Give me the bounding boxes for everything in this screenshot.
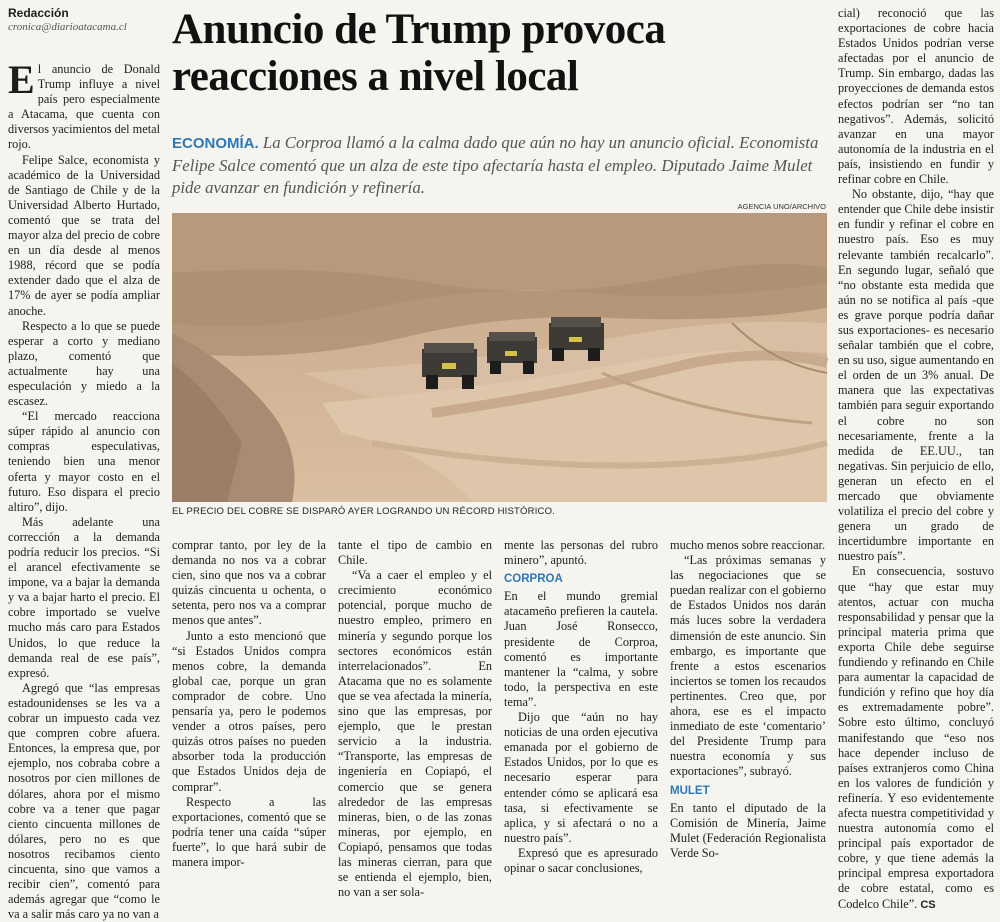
paragraph: mente las personas del rubro minero”, apuntó. <box>504 538 658 568</box>
column-5 <box>670 538 826 860</box>
paragraph: Respecto a las exportaciones, comentó que se podría tener una caída “súper fuerte”, lo que hará subir de manera impor- <box>172 794 326 869</box>
end-mark: CS <box>920 898 936 911</box>
paragraph: Felipe Salce, economista y académico de la Universidad de Santiago de Chile y de la Universidad Alberto Hurtado, comentó que se trata del mayor alza del precio de cobre en un día desde al menos 1988, récord que se podía extender dado que el alza de 17% de ayer se podía ampliar anoche. <box>8 152 160 318</box>
deck-text: La Corproa llamó a la calma dado que aún no hay un anuncio oficial. Economista Felipe Salce comentó que un alza de este tipo afectaría hasta el empleo. Diputado Jaime Mulet pide avanzar en fundición y refinería. <box>172 133 819 197</box>
paragraph: Junto a esto mencionó que “si Estados Unidos compra menos cobre, la demanda global cae, porque un gran comprador de cobre. Uno pensaría ya, pero le podemos vender a otros países, pero quizás otros países no pueden absorber toda la producción que Estados Unidos deja de comprar”. <box>172 628 326 794</box>
headline: Anuncio de Trump provoca reacciones a nivel local <box>172 6 666 100</box>
paragraph: “Las próximas semanas y las negociaciones que se puedan realizar con el gobierno de Estados Unidos nos darán más luces sobre la verdadera dimensión de este anuncio. Sin embargo, es importante que frente a estos escenarios inciertos se tomen los recaudos pertinentes. Creo que, por ahora, ese es el impacto inmediato de este ‘comentario’ del Presidente Trump para nuestra economía y sus exportaciones”, subrayó. <box>670 553 826 779</box>
column-1 <box>8 57 160 922</box>
paragraph: En consecuencia, sostuvo que “hay que estar muy atentos, actuar con mucha responsabilidad y pensar que la principal materia prima que exporta Chile debe seguirse fundiendo y refinando en Chile para aumentar la capacidad de fundición y refino que hoy día es extremadamente pobre”. Sobre esto último, concluyó manifestando que “eso nos hace depender incluso de países extranjeros como China en los valores de fundición y refinería. Y eso evidentemente afecta nuestra competitividad y nuestra autonomía como el principal país exportador de cobre, y que tiene además la principal empresa exportadora de cobre estatal, como es Codelco Chile”. CS <box>838 564 994 911</box>
paragraph: No obstante, dijo, “hay que entender que Chile debe insistir en fundir y refinar el cobre en nuestro país. Eso es muy relevante también recalcarlo”. En segundo lugar, señaló que “no obstante esta medida que aún no se notifica al país -que es grave porque podría dañar sus exportaciones- es necesario señalar también que el cobre, en su uso, sigue aumentando en el orden de un 3% anual. De manera que las expectativas también para seguir exportando el cobre no son necesariamente, frente a la medida de EE.UU., tan negativas. Sin perjuicio de ello, generan un efecto en el mercado que obviamente volatiliza el precio del cobre y genera un grado de incertidumbre importante en nuestro país”. <box>838 187 994 564</box>
subhead-mulet: MULET <box>670 784 710 797</box>
author-email[interactable]: cronica@diarioatacama.cl <box>8 21 127 33</box>
paragraph: Más adelante una corrección a la demanda podría reducir los precios. “Si el arancel efectivamente se impone, va a bajar la demanda y va a bajar harto el precio. El cobre importado se vuelve mucho más caro para Estados Unidos, lo que reduce la demanda real de ese país”, expresó. <box>8 514 160 680</box>
subhead-corproa: CORPROA <box>504 573 563 586</box>
paragraph: tante el tipo de cambio en Chile. <box>338 538 492 568</box>
column-6 <box>838 6 994 911</box>
column-2 <box>172 538 326 869</box>
mine-trucks-image <box>172 213 827 502</box>
photo-caption: EL PRECIO DEL COBRE SE DISPARÓ AYER LOGRANDO UN RÉCORD HISTÓRICO. <box>172 506 556 517</box>
paragraph: “Va a caer el empleo y el crecimiento económico potencial, porque mucho de nuestro empleo, primero en minería y segundo porque los sectores económicos están interrelacionados”. En Atacama que no es solamente que se vea afectada la minería, sino que las empresas, por ejemplo, que le prestan servicio a la industria. “Transporte, las empresas de ingeniería en Copiapó, el comercio que se genera alrededor de las empresas mineras, bien, o de las zonas mineras, por ejemplo, en Copiapó, pensamos que todas las mineras cierran, para que se entienda el ejemplo, bien, no van a ser sola- <box>338 568 492 900</box>
section-label: ECONOMÍA. <box>172 135 259 152</box>
paragraph: Expresó que es apresurado opinar o sacar conclusiones, <box>504 845 658 875</box>
paragraph: mucho menos sobre reaccionar. <box>670 538 826 552</box>
paragraph: Dijo que “aún no hay noticias de una orden ejecutiva emanada por el gobierno de Estados Unidos, por lo que es necesario esperar para entender cómo se aplicará esa tasa, si efectivamente se aplica, y si afectará o no a nuestro país”. <box>504 710 658 845</box>
paragraph: En tanto el diputado de la Comisión de Minería, Jaime Mulet (Federación Regionalista Verde So- <box>670 800 826 860</box>
paragraph: Respecto a lo que se puede esperar a corto y mediano plazo, comentó que actualmente hay una especulación y miedo a la escasez. <box>8 318 160 409</box>
lead-paragraph: El anuncio de Donald Trump influye a nivel país pero especialmente a Atacama, que cuenta con diversos yacimientos del metal rojo. <box>8 57 160 152</box>
paragraph: Agregó que “las empresas estadounidenses se les va a cobrar un impuesto cada vez que compren cobre afuera. Entonces, la empresa que, por ejemplo, nos cobraba cobre a nosotros por cien millones de dólares, ahora por el mismo cobre va a tener que pagar ciento cincuenta millones de dólares, pero no es que nosotros recibamos ciento cincuenta, sino que vamos a recibir cien”, comentó para además agregar que “como le va a salir más caro ya no van a <box>8 680 160 922</box>
column-3 <box>338 538 492 900</box>
paragraph: “El mercado reacciona súper rápido al anuncio con compras especulativas, teniendo bien una menor oferta y mayor costo en el futuro. Eso dispara el precio altiro”, dijo. <box>8 409 160 514</box>
mine-photo <box>172 213 827 502</box>
paragraph: cial) reconoció que las exportaciones de cobre hacia Estados Unidos podrían verse afectadas por el anuncio de Trump. Sin embargo, dadas las proyecciones de demanda estos efectos podrían ser “no tan negativos”. Además, solicitó avanzar en una mayor autonomía de la industria en el país, insistiendo en fundir y refinar cobre en Chile. <box>838 6 994 187</box>
byline <box>8 6 168 34</box>
photo-credit: AGENCIA UNO/ARCHIVO <box>737 202 826 211</box>
dropcap: E <box>8 57 35 102</box>
author-name: Redacción <box>8 6 69 20</box>
paragraph: comprar tanto, por ley de la demanda no nos va a cobrar cien, sino que nos va a cobrar quizás cincuenta u ochenta, o setenta, pero nos va a comprar menos que antes”. <box>172 538 326 628</box>
paragraph: En el mundo gremial atacameño prefieren la cautela. Juan José Ronsecco, presidente de Corproa, comentó es importante mantener la “calma, y sobre todo, la perspectiva en este tema”. <box>504 589 658 709</box>
deck <box>172 132 827 199</box>
column-4 <box>504 538 658 875</box>
